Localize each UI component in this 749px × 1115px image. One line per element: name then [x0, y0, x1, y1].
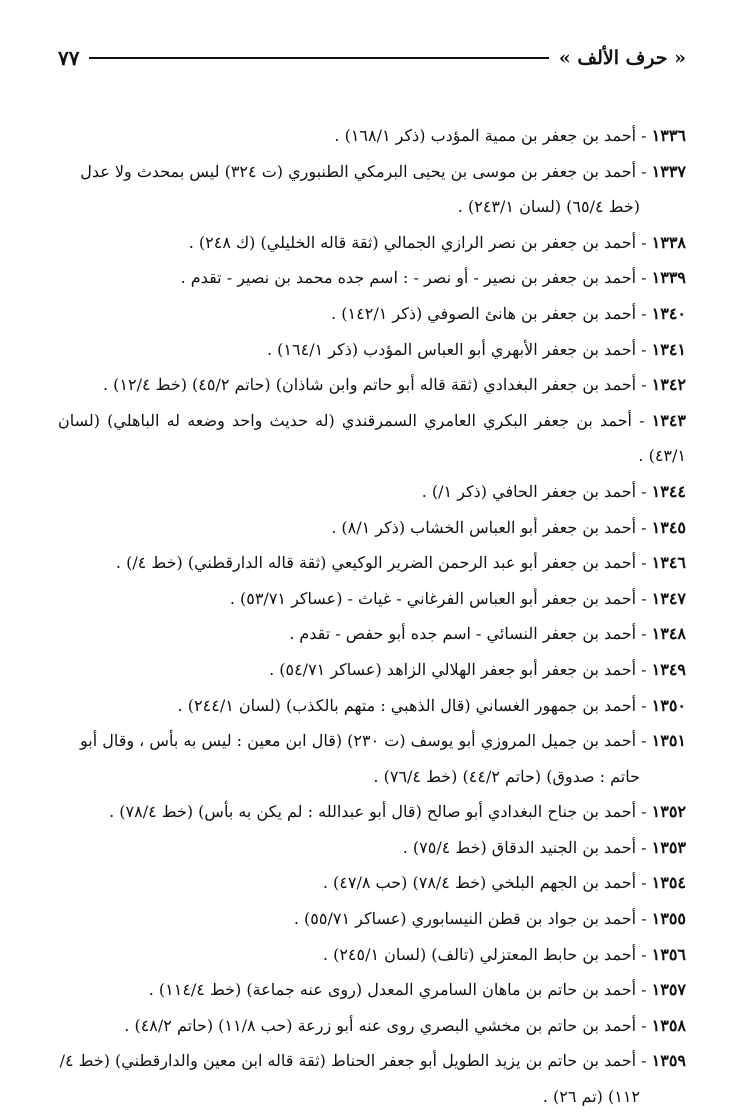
entry-text: أحمد بن الجنيد الدقاق (خط ٧٥/٤) . [402, 837, 637, 857]
entry-text: أحمد بن جعفر أبو جعفر الهلالي الزاهد (عساكر ٥٤/٧١) . [269, 659, 637, 679]
entry-text: أحمد بن جعفر بن نصير - أو نصر - : اسم جده محمد بن نصير - تقدم . [180, 268, 637, 288]
entry-11: ١٣٤٧ - أحمد بن جعفر أبو العباس الفرغاني - غياث - (عساكر ٥٣/٧١) . [229, 588, 686, 608]
entry-text: أحمد بن جعفر النسائي - اسم جده أبو حفص - تقدم . [289, 624, 637, 644]
entry-number: ١٣٤٣ [651, 410, 687, 430]
entry-6: ١٣٤٢ - أحمد بن جعفر البغدادي (ثقة قاله أبو حاتم وابن شاذان) (حاتم ٤٥/٢) (خط ١٢/٤) . [102, 375, 686, 395]
entry-3: ١٣٣٩ - أحمد بن جعفر بن نصير - أو نصر - : اسم جده محمد بن نصير - تقدم . [180, 268, 686, 288]
entry-number: ١٣٥٦ [651, 944, 686, 964]
entry-22: ١٣٥٨ - أحمد بن حاتم بن مخشي البصري روى عنه أبو زرعة (حب ١١/٨) (حاتم ٤٨/٢) . [124, 1015, 686, 1035]
entries-list [58, 118, 686, 1115]
page-number: ٧٧ [58, 46, 80, 70]
entry-5: ١٣٤١ - أحمد بن جعفر الأبهري أبو العباس المؤدب (ذكر ١٦٤/١) . [267, 339, 686, 359]
entry-number: ١٣٤٧ [651, 588, 686, 608]
entry-15: ١٣٥١ - أحمد بن جميل المروزي أبو يوسف (ت ٢٣٠) (قال ابن معين : ليس به بأس ، وقال أبو حاتم : صدوق) (حاتم ٤٤/٢) (خط ٧٦/٤) . [58, 723, 686, 794]
entry-number: ١٣٤١ [651, 339, 686, 359]
entry-number: ١٣٣٧ [651, 161, 686, 181]
entry-21: ١٣٥٧ - أحمد بن حاتم بن ماهان السامري المعدل (روى عنه جماعة) (خط ١١٤/٤) . [148, 980, 686, 1000]
entry-text: أحمد بن جعفر بن ممية المؤدب (ذكر ١٦٨/١) . [334, 126, 637, 145]
header-rule [89, 57, 548, 59]
entry-20: ١٣٥٦ - أحمد بن حابط المعتزلي (تالف) (لسان ٢٤٥/١) . [322, 944, 686, 964]
entry-number: ١٣٥١ [651, 731, 686, 751]
entry-text: أحمد بن جعفر بن هانئ الصوفي (ذكر ١٤٢/١) . [331, 303, 637, 323]
entry-7: ١٣٤٣ - أحمد بن جعفر البكري العامري السمرقندي (له حديث واحد وضعه له الباهلي) (لسان ٤٣/١) . [58, 410, 687, 466]
entry-19: ١٣٥٥ - أحمد بن جواد بن قطن النيسابوري (عساكر ٥٥/٧١) . [293, 909, 686, 929]
entry-9: ١٣٤٥ - أحمد بن جعفر أبو العباس الخشاب (ذكر ٨/١) . [331, 517, 686, 537]
entry-text: أحمد بن حاتم بن مخشي البصري روى عنه أبو زرعة (حب ١١/٨) (حاتم ٤٨/٢) . [124, 1015, 637, 1035]
entry-number: ١٣٥٩ [651, 1051, 686, 1071]
entry-text: أحمد بن جعفر بن نصر الرازي الجمالي (ثقة قاله الخليلي) (ك ٢٤٨) . [188, 232, 637, 252]
entry-10: ١٣٤٦ - أحمد بن جعفر أبو عبد الرحمن الضرير الوكيعي (ثقة قاله الدارقطني) (خط ٤/) . [115, 553, 686, 573]
entry-text: أحمد بن جعفر بن موسى بن يحيى البرمكي الطنبوري (ت ٣٢٤) ليس بمحدث ولا عدل [80, 161, 637, 181]
entry-text: أحمد بن جعفر الحافي (ذكر ١/) . [421, 481, 637, 501]
entry-number: ١٣٥٥ [651, 909, 686, 929]
entry-text: أحمد بن حابط المعتزلي (تالف) (لسان ٢٤٥/١) . [322, 944, 637, 964]
entry-number: ١٣٣٦ [651, 126, 686, 145]
entry-23: ١٣٥٩ - أحمد بن حاتم بن يزيد الطويل أبو جعفر الحناط (ثقة قاله ابن معين والدارقطني) (خط ٤/ ١١٢) (تم ٢٦) . [58, 1043, 686, 1114]
entry-0: ١٣٣٦ - أحمد بن جعفر بن ممية المؤدب (ذكر ١٦٨/١) . [334, 126, 686, 145]
entry-12: ١٣٤٨ - أحمد بن جعفر النسائي - اسم جده أبو حفص - تقدم . [289, 624, 686, 644]
entry-4: ١٣٤٠ - أحمد بن جعفر بن هانئ الصوفي (ذكر ١٤٢/١) . [331, 303, 686, 323]
entry-number: ١٣٤٩ [651, 659, 686, 679]
entry-continuation: ١١٢) (تم ٢٦) . [542, 1087, 640, 1107]
entry-18: ١٣٥٤ - أحمد بن الجهم البلخي (خط ٧٨/٤) (حب ٤٧/٨) . [322, 873, 686, 893]
entry-17: ١٣٥٣ - أحمد بن الجنيد الدقاق (خط ٧٥/٤) . [402, 837, 686, 857]
entry-number: ١٣٣٩ [651, 268, 686, 288]
entry-number: ١٣٣٨ [651, 232, 686, 252]
entry-text: أحمد بن جناح البغدادي أبو صالح (قال أبو عبدالله : لم يكن به بأس) (خط ٧٨/٤) . [109, 802, 637, 822]
entry-number: ١٣٤٠ [651, 303, 686, 323]
entry-text: أحمد بن حاتم بن يزيد الطويل أبو جعفر الحناط (ثقة قاله ابن معين والدارقطني) (خط ٤/ [59, 1051, 637, 1071]
entry-text: أحمد بن جعفر البكري العامري السمرقندي (له حديث واحد وضعه له الباهلي) (لسان ٤٣/١) . [58, 410, 686, 466]
entry-number: ١٣٥٢ [651, 802, 686, 822]
entry-text: أحمد بن جعفر أبو عبد الرحمن الضرير الوكيعي (ثقة قاله الدارقطني) (خط ٤/) . [115, 553, 637, 573]
entry-text: أحمد بن الجهم البلخي (خط ٧٨/٤) (حب ٤٧/٨) . [322, 873, 637, 893]
entry-2: ١٣٣٨ - أحمد بن جعفر بن نصر الرازي الجمالي (ثقة قاله الخليلي) (ك ٢٤٨) . [188, 232, 686, 252]
entry-14: ١٣٥٠ - أحمد بن جمهور الغساني (قال الذهبي : متهم بالكذب) (لسان ٢٤٤/١) . [177, 695, 686, 715]
entry-text: أحمد بن جعفر أبو العباس الفرغاني - غياث - (عساكر ٥٣/٧١) . [229, 588, 637, 608]
entry-text: أحمد بن حاتم بن ماهان السامري المعدل (روى عنه جماعة) (خط ١١٤/٤) . [148, 980, 637, 1000]
entry-number: ١٣٤٥ [651, 517, 686, 537]
entry-text: أحمد بن جميل المروزي أبو يوسف (ت ٢٣٠) (قال ابن معين : ليس به بأس ، وقال أبو [79, 731, 637, 751]
entry-continuation: حاتم : صدوق) (حاتم ٤٤/٢) (خط ٧٦/٤) . [373, 766, 640, 786]
entry-text: أحمد بن جمهور الغساني (قال الذهبي : متهم بالكذب) (لسان ٢٤٤/١) . [177, 695, 637, 715]
entry-number: ١٣٥٨ [651, 1015, 686, 1035]
entry-text: أحمد بن جواد بن قطن النيسابوري (عساكر ٥٥/٧١) . [293, 909, 637, 929]
entry-13: ١٣٤٩ - أحمد بن جعفر أبو جعفر الهلالي الزاهد (عساكر ٥٤/٧١) . [269, 659, 686, 679]
chapter-title: « حرف الألف » [558, 47, 686, 69]
entry-16: ١٣٥٢ - أحمد بن جناح البغدادي أبو صالح (قال أبو عبدالله : لم يكن به بأس) (خط ٧٨/٤) . [109, 802, 686, 822]
entry-number: ١٣٤٢ [651, 375, 686, 395]
entry-8: ١٣٤٤ - أحمد بن جعفر الحافي (ذكر ١/) . [421, 481, 686, 501]
entry-number: ١٣٤٦ [651, 553, 686, 573]
entry-number: ١٣٥٣ [651, 837, 686, 857]
entry-text: أحمد بن جعفر الأبهري أبو العباس المؤدب (ذكر ١٦٤/١) . [267, 339, 637, 359]
page-header [58, 38, 686, 78]
entry-number: ١٣٥٧ [651, 980, 686, 1000]
entry-text: أحمد بن جعفر البغدادي (ثقة قاله أبو حاتم وابن شاذان) (حاتم ٤٥/٢) (خط ١٢/٤) . [102, 375, 637, 395]
entry-number: ١٣٤٨ [651, 624, 686, 644]
entry-number: ١٣٥٠ [651, 695, 686, 715]
entry-continuation: (خط ٦٥/٤) (لسان ٢٤٣/١) . [457, 197, 640, 217]
page [58, 38, 686, 1115]
entry-text: أحمد بن جعفر أبو العباس الخشاب (ذكر ٨/١) . [331, 517, 637, 537]
entry-number: ١٣٤٤ [651, 481, 686, 501]
entry-1: ١٣٣٧ - أحمد بن جعفر بن موسى بن يحيى البرمكي الطنبوري (ت ٣٢٤) ليس بمحدث ولا عدل (خط ٦٥/٤) (لسان ٢٤٣/١) . [58, 154, 686, 225]
entry-number: ١٣٥٤ [651, 873, 686, 893]
